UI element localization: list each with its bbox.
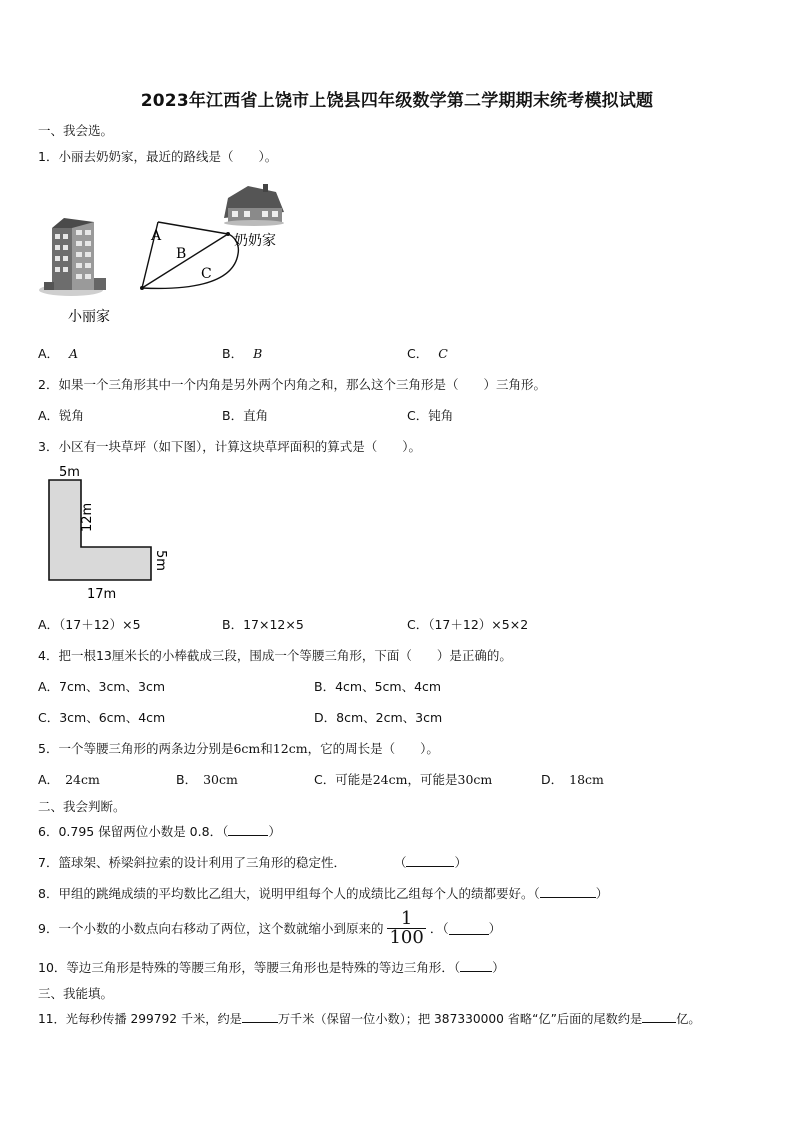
fraction-denominator: 100: [389, 926, 424, 948]
q11-part-1: 11．光每秒传播 299792 千米，约是: [38, 1012, 242, 1026]
q5-option-d[interactable]: [541, 770, 604, 788]
option-value: 24cm: [65, 772, 100, 787]
q5-text-post: ，它的周长是（ ）。: [307, 741, 439, 756]
q1-option-b[interactable]: [222, 344, 262, 362]
q5-text-pre: 5．一个等腰三角形的两条边分别是: [38, 741, 234, 756]
question-11: [38, 1010, 701, 1027]
q5-option-a[interactable]: [38, 770, 100, 788]
option-value: 18cm: [569, 772, 604, 787]
q5-text-mid: 和: [260, 741, 273, 756]
house-icon: [224, 184, 284, 226]
q5-value-2: 12cm: [272, 741, 308, 756]
option-label: C．: [407, 346, 429, 361]
question-9: [38, 907, 502, 948]
section-heading-judge: 二、我会判断。: [38, 799, 126, 814]
section-heading-fill: 三、我能填。: [38, 986, 114, 1001]
q5-option-c[interactable]: [314, 770, 492, 788]
dim-top: 5m: [59, 465, 80, 480]
page-title: 2023年江西省上饶市上饶县四年级数学第二学期期末统考模拟试题: [140, 91, 654, 111]
answer-blank[interactable]: [449, 922, 489, 935]
answer-blank[interactable]: [406, 854, 454, 867]
q4-option-c[interactable]: C．3cm、6cm、4cm: [38, 710, 166, 725]
question-3-figure: [38, 462, 178, 604]
paren-close: ）: [492, 960, 505, 975]
answer-blank-2[interactable]: [642, 1010, 676, 1023]
xiaoli-home-label: 小丽家: [68, 309, 110, 325]
option-label: C．可能是: [314, 772, 373, 787]
question-8: [38, 884, 608, 902]
option-label: D．: [541, 772, 564, 787]
q5-option-b[interactable]: [176, 770, 238, 788]
question-3-text: 3．小区有一块草坪（如下图），计算这块草坪面积的算式是（ ）。: [38, 439, 421, 454]
paren-close: ）: [454, 855, 467, 870]
question-9-text: 9．一个小数的小数点向右移动了两位，这个数就缩小到原来的: [38, 921, 384, 936]
fraction: [387, 907, 425, 948]
q3-option-c[interactable]: C．（17＋12）×5×2: [407, 617, 529, 632]
question-8-text: 8．甲组的跳绳成绩的平均数比乙组大，说明甲组每个人的成绩比乙组每个人的绩都要好。（: [38, 886, 540, 901]
question-10: [38, 958, 505, 976]
dim-left-vertical: 12m: [80, 502, 95, 532]
question-6-text: 6．0.795 保留两位小数是 0.8．（: [38, 824, 229, 839]
q1-option-c[interactable]: [407, 344, 448, 362]
fraction-numerator: 1: [387, 910, 425, 929]
question-1-text: 1．小丽去奶奶家，最近的路线是（ ）。: [38, 149, 278, 164]
answer-blank[interactable]: [460, 959, 492, 972]
q4-option-b[interactable]: B．4cm、5cm、4cm: [314, 679, 442, 694]
question-5-text: [38, 739, 439, 757]
q2-option-b[interactable]: B．直角: [222, 408, 269, 423]
option-label: A．: [38, 346, 60, 361]
option-label: B．: [222, 346, 244, 361]
q2-option-c[interactable]: C．钝角: [407, 408, 454, 423]
option-value-2: 30cm: [457, 772, 493, 787]
route-label-b: B: [176, 246, 187, 262]
dim-bottom: 17m: [87, 587, 117, 602]
question-1-figure: [38, 178, 298, 328]
paren-close: ）: [488, 921, 502, 936]
lawn-shape: [49, 480, 151, 580]
xiaoli-point: [140, 286, 144, 290]
q3-option-a[interactable]: A．（17＋12）×5: [38, 617, 141, 632]
apartment-building-icon: [39, 218, 106, 296]
answer-blank-1[interactable]: [242, 1010, 278, 1023]
answer-blank[interactable]: [540, 885, 596, 898]
route-a-leg2: [158, 222, 228, 234]
question-7: [38, 853, 467, 871]
question-2-text: 2．如果一个三角形其中一个内角是另外两个内角之和，那么这个三角形是（ ）三角形。: [38, 377, 546, 392]
q11-part-3: 亿。: [676, 1012, 701, 1026]
q4-option-d[interactable]: D．8cm、2cm、3cm: [314, 710, 443, 725]
q3-option-b[interactable]: B．17×12×5: [222, 617, 304, 632]
option-value: C: [438, 346, 448, 361]
paren-close: ）: [268, 824, 281, 839]
q4-option-a[interactable]: A．7cm、3cm、3cm: [38, 679, 166, 694]
answer-blank[interactable]: [228, 823, 268, 836]
option-value: B: [253, 346, 263, 361]
q11-part-2: 万千米（保留一位小数）；把 387330000 省略“亿”后面的尾数约是: [277, 1012, 643, 1026]
option-value: 30cm: [203, 772, 238, 787]
route-label-c: C: [201, 266, 212, 282]
option-value: 24cm: [372, 772, 408, 787]
q5-value-1: 6cm: [233, 741, 261, 756]
question-6: [38, 822, 281, 840]
section-heading-choice: 一、我会选。: [38, 123, 114, 138]
route-label-a: A: [151, 228, 162, 244]
question-7-text: 7．篮球架、桥梁斜拉索的设计利用了三角形的稳定性．: [38, 855, 346, 870]
q2-option-a[interactable]: A．锐角: [38, 408, 85, 423]
grandma-point: [226, 232, 230, 236]
option-label: B．: [176, 772, 198, 787]
grandma-home-label: 奶奶家: [234, 233, 276, 249]
option-value: A: [69, 346, 79, 361]
q9-tail: ．（: [429, 921, 449, 936]
paren-close: ）: [595, 886, 609, 901]
option-separator: ，可能是: [407, 772, 458, 787]
q1-option-a[interactable]: [38, 344, 78, 362]
dim-right-vertical: 5m: [153, 550, 168, 571]
question-10-text: 10．等边三角形是特殊的等腰三角形，等腰三角形也是特殊的等边三角形．（: [38, 960, 461, 975]
option-label: A．: [38, 772, 60, 787]
paren-open: （: [393, 855, 407, 870]
question-4-text: 4．把一根13厘米长的小棒截成三段，围成一个等腰三角形，下面（ ）是正确的。: [38, 648, 512, 663]
